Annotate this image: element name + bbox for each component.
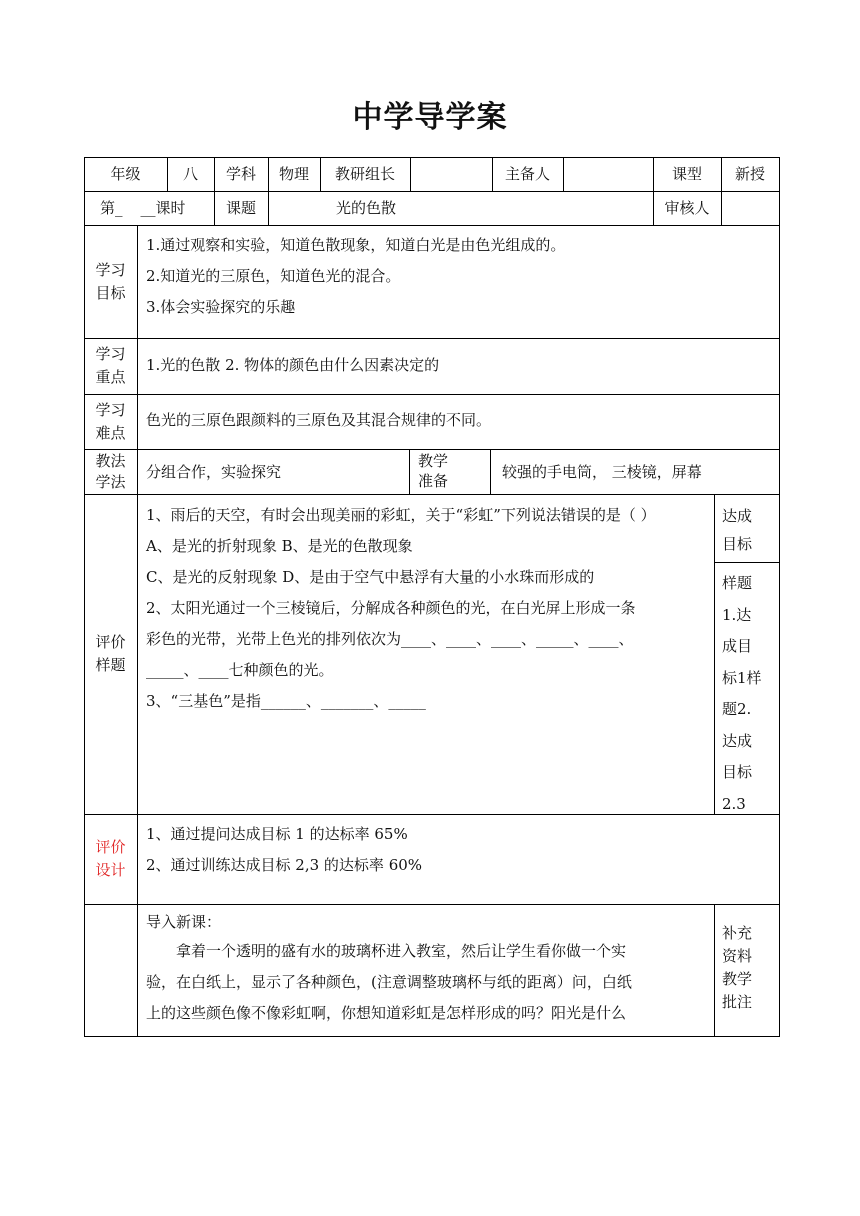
- question-line: A、是光的折射现象 B、是光的色散现象: [146, 537, 413, 555]
- reviewer-label: 审核人: [664, 199, 710, 217]
- grade-label: 年级: [110, 165, 141, 183]
- page-title: 中学导学案: [352, 100, 508, 135]
- objective-item: 1.通过观察和实验，知道色散现象，知道白光是由色光组成的。: [146, 236, 566, 254]
- objective-item: 3.体会实验探究的乐趣: [146, 298, 296, 316]
- goal-line: 1.达: [722, 605, 752, 624]
- goal-line: 2.3: [722, 794, 746, 813]
- grid-line: [84, 1036, 780, 1037]
- goal-line: 样题: [722, 574, 753, 592]
- leader-label: 教研组长: [334, 165, 395, 183]
- side-note-line: 教学: [722, 970, 753, 988]
- goal-content: [714, 562, 779, 814]
- side-note-line: 补充: [722, 924, 753, 942]
- type-label: 课型: [671, 165, 702, 183]
- grid-line: [779, 157, 780, 1037]
- question-line: 1、雨后的天空，有时会出现美丽的彩虹，关于“彩虹”下列说法错误的是（ ）: [146, 506, 656, 524]
- goal-line: 标1样: [722, 668, 762, 687]
- goal-header: 达成 目标: [722, 507, 753, 553]
- type-value: 新授: [734, 165, 765, 183]
- intro-content: [137, 904, 714, 1036]
- objective-item: 2.知道光的三原色，知道色光的混合。: [146, 267, 401, 285]
- goal-line: 达成: [722, 731, 753, 750]
- preparer-label: 主备人: [504, 165, 550, 183]
- intro-line: 拿着一个透明的盛有水的玻璃杯进入教室，然后让学生看你做一个实: [176, 942, 627, 960]
- sample-questions-label: 评价 样题: [95, 633, 126, 674]
- evaluation-content: [137, 814, 779, 904]
- question-line: 彩色的光带，光带上色光的排列依次为____、____、____、_____、____、: [146, 630, 634, 648]
- leader-value: [410, 157, 492, 191]
- objectives-label: 学习 目标: [95, 260, 126, 302]
- topic-value: 光的色散: [336, 199, 397, 217]
- goal-line: 题2.: [722, 700, 752, 718]
- side-note-line: 批注: [722, 993, 753, 1011]
- intro-line: 验，在白纸上，显示了各种颜色，(注意调整玻璃杯与纸的距离）问，白纸: [146, 973, 632, 991]
- goal-line: 成目: [722, 637, 753, 655]
- question-line: C、是光的反射现象 D、是由于空气中悬浮有大量的小水珠而形成的: [146, 568, 595, 586]
- intro-heading: 导入新课：: [146, 913, 222, 931]
- side-note-line: 资料: [722, 947, 753, 965]
- evaluation-line: 2、通过训练达成目标 2,3 的达标率 60%: [146, 856, 423, 874]
- question-line: 2、太阳光通过一个三棱镜后，分解成各种颜色的光，在白光屏上形成一条: [146, 599, 636, 617]
- lesson-number: [84, 191, 214, 225]
- objectives-content: [137, 225, 779, 338]
- prep-label: 教学 准备: [418, 452, 449, 490]
- sample-questions-content: [137, 494, 714, 814]
- difficulties-text: 色光的三原色跟颜料的三原色及其混合规律的不同。: [146, 411, 492, 429]
- methods-text: 分组合作，实验探究: [146, 462, 282, 481]
- reviewer-value: [721, 191, 779, 225]
- lesson-suffix: __课时: [140, 199, 186, 217]
- difficulties-label: 学习 难点: [95, 400, 126, 442]
- goal-line: 目标: [722, 763, 753, 781]
- lesson-prefix: 第_: [100, 199, 123, 217]
- topic-label: 课题: [225, 199, 256, 217]
- evaluation-line: 1、通过提问达成目标 1 的达标率 65%: [146, 825, 408, 843]
- grade-value: 八: [182, 165, 198, 183]
- question-line: _____、____七种颜色的光。: [146, 661, 334, 679]
- key-points-label: 学习 重点: [95, 345, 126, 386]
- methods-label: 教法 学法: [95, 451, 126, 491]
- question-line: 3、“三基色”是指______、_______、_____: [146, 692, 426, 710]
- subject-value: 物理: [278, 165, 309, 183]
- evaluation-label: 评价 设计: [95, 838, 126, 879]
- preparer-value: [563, 157, 653, 191]
- prep-text: 较强的手电筒， 三棱镜，屏幕: [502, 462, 702, 481]
- intro-line: 上的这些颜色像不像彩虹啊，你想知道彩虹是怎样形成的吗？阳光是什么: [146, 1004, 627, 1022]
- subject-label: 学科: [225, 165, 256, 183]
- key-points-text: 1.光的色散 2. 物体的颜色由什么因素决定的: [146, 356, 440, 374]
- intro-side-notes: [714, 904, 779, 1036]
